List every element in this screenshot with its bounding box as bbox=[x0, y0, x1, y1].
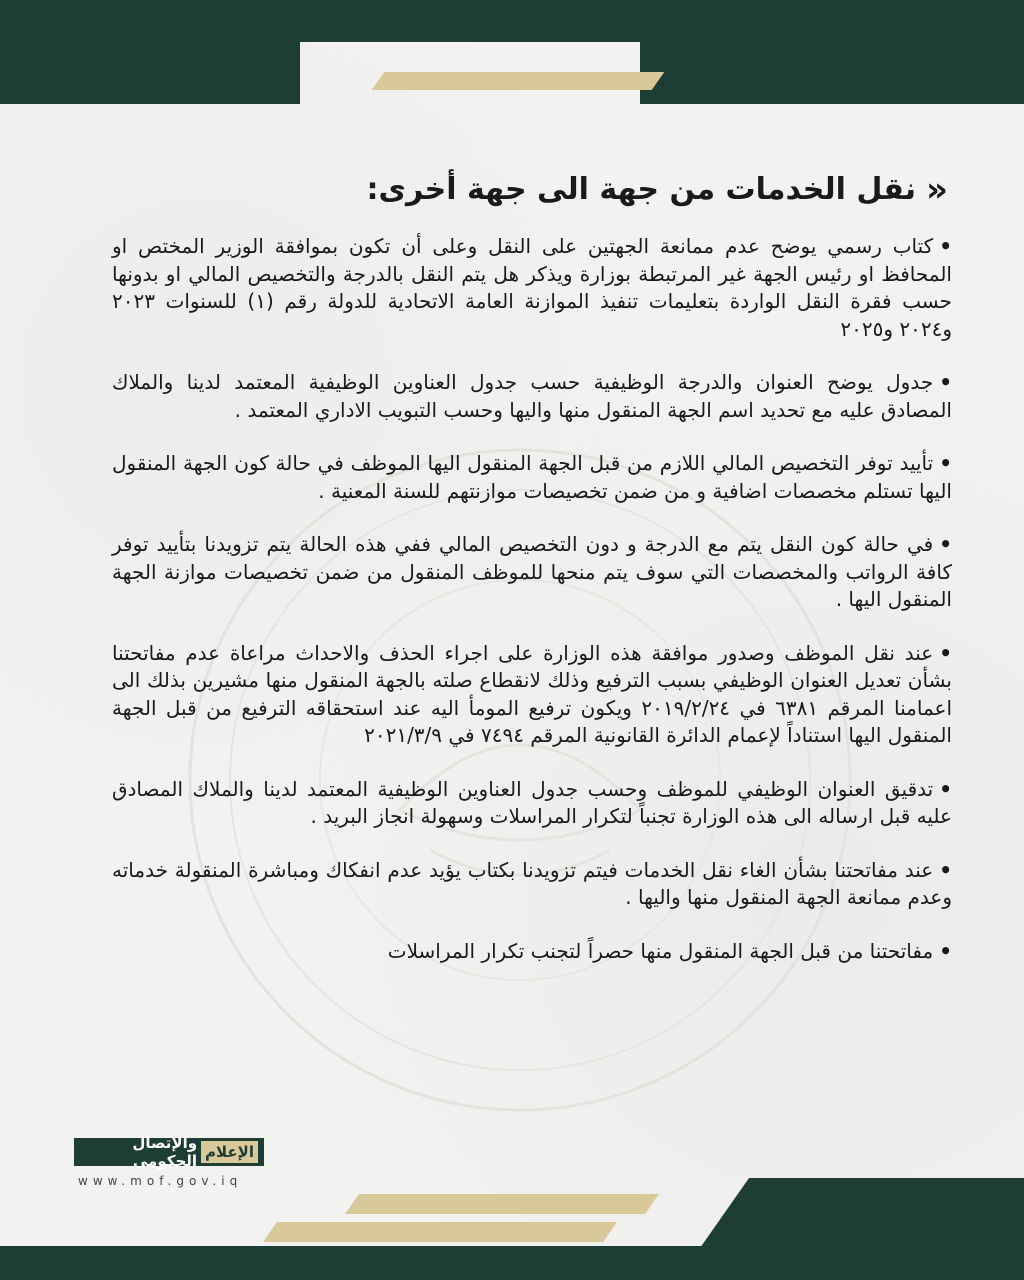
document-content bbox=[92, 169, 953, 991]
list-item: •مفاتحتنا من قبل الجهة المنقول منها حصراً لتجنب تكرار المراسلات bbox=[387, 938, 952, 963]
list-item: •كتاب رسمي يوضح عدم ممانعة الجهتين على النقل وعلى أن تكون بموافقة الوزير المختص او المحافظ او رئيس الجهة غير المرتبطة بوزارة ويذكر هل يتم النقل بالدرجة والتخصيص المالي او بدونها حسب فقرة النقل الواردة بتعليمات تنفيذ الموازنة العامة الاتحادية للدولة رقم (١) للسنوات ٢٠٢٣ و٢٠٢٤ و٢٠٢٥ bbox=[112, 234, 953, 341]
top-right-decoration bbox=[640, 42, 1024, 104]
double-chevron-icon: « bbox=[926, 169, 948, 210]
list-item: •عند نقل الموظف وصدور موافقة هذه الوزارة على اجراء الحذف والاحداث مراعاة عدم مفاتحتنا بشأن تعديل العنوان الوظيفي بسبب الترفيع وذلك لانقطاع صلته بالجهة المنقول منها مشيرين بذلك الى اعمامنا المرقم ٦٣٨١ في ٢٠١٩/٢/٢٤ ويكون ترفيع المومأ اليه عند استحقاقه الترفيع من قبل الجهة المنقول اليها استناداً لإعمام الدائرة القانونية المرقم ٧٤٩٤ في ٢٠٢١/٣/٩ bbox=[112, 640, 953, 747]
bottom-banner bbox=[0, 1246, 1024, 1280]
list-item: •تدقيق العنوان الوظيفي للموظف وحسب جدول العناوين الوظيفية المعتمد لدينا والملاك المصادق عليه قبل ارساله الى هذه الوزارة تجنباً لتكرار المراسلات وسهولة انجاز البريد . bbox=[112, 776, 952, 828]
list-item: •تأييد توفر التخصيص المالي اللازم من قبل الجهة المنقول اليها الموظف في حالة كون الجهة المنقول اليها تستلم مخصصات اضافية و من ضمن تخصيصات موازنتهم للسنة المعنية . bbox=[112, 451, 952, 503]
logo-main-text: والإتصال الحكومي bbox=[132, 1134, 198, 1170]
website-url: www.mof.gov.iq bbox=[78, 1174, 243, 1188]
top-banner bbox=[0, 0, 1024, 42]
bottom-gold-stripe-lower bbox=[263, 1222, 617, 1242]
page-title: نقل الخدمات من جهة الى جهة أخرى: bbox=[366, 172, 917, 207]
title-row bbox=[92, 169, 948, 210]
bottom-gold-stripe bbox=[345, 1194, 659, 1214]
ministry-logo bbox=[74, 1134, 264, 1188]
logo-badge bbox=[74, 1134, 264, 1170]
bottom-right-decoration bbox=[700, 1178, 1024, 1248]
top-left-decoration bbox=[0, 42, 300, 104]
logo-accent-text: الإعلام bbox=[201, 1141, 258, 1163]
list-item: •جدول يوضح العنوان والدرجة الوظيفية حسب جدول العناوين الوظيفية المعتمد لدينا والملاك المصادق عليه مع تحديد اسم الجهة المنقول منها واليها وحسب التبويب الاداري المعتمد . bbox=[112, 370, 952, 422]
list-item: •في حالة كون النقل يتم مع الدرجة و دون التخصيص المالي ففي هذه الحالة يتم تزويدنا بتأييد توفر كافة الرواتب والمخصصات التي سوف يتم منحها للموظف المنقول من ضمن تخصيصات موازنة الجهة المنقول اليها . bbox=[112, 532, 952, 611]
list-item: •عند مفاتحتنا بشأن الغاء نقل الخدمات فيتم تزويدنا بكتاب يؤيد عدم انفكاك ومباشرة المنقولة خدماته وعدم ممانعة الجهة المنقول منها واليها . bbox=[112, 857, 952, 909]
top-gold-stripe bbox=[372, 72, 665, 90]
